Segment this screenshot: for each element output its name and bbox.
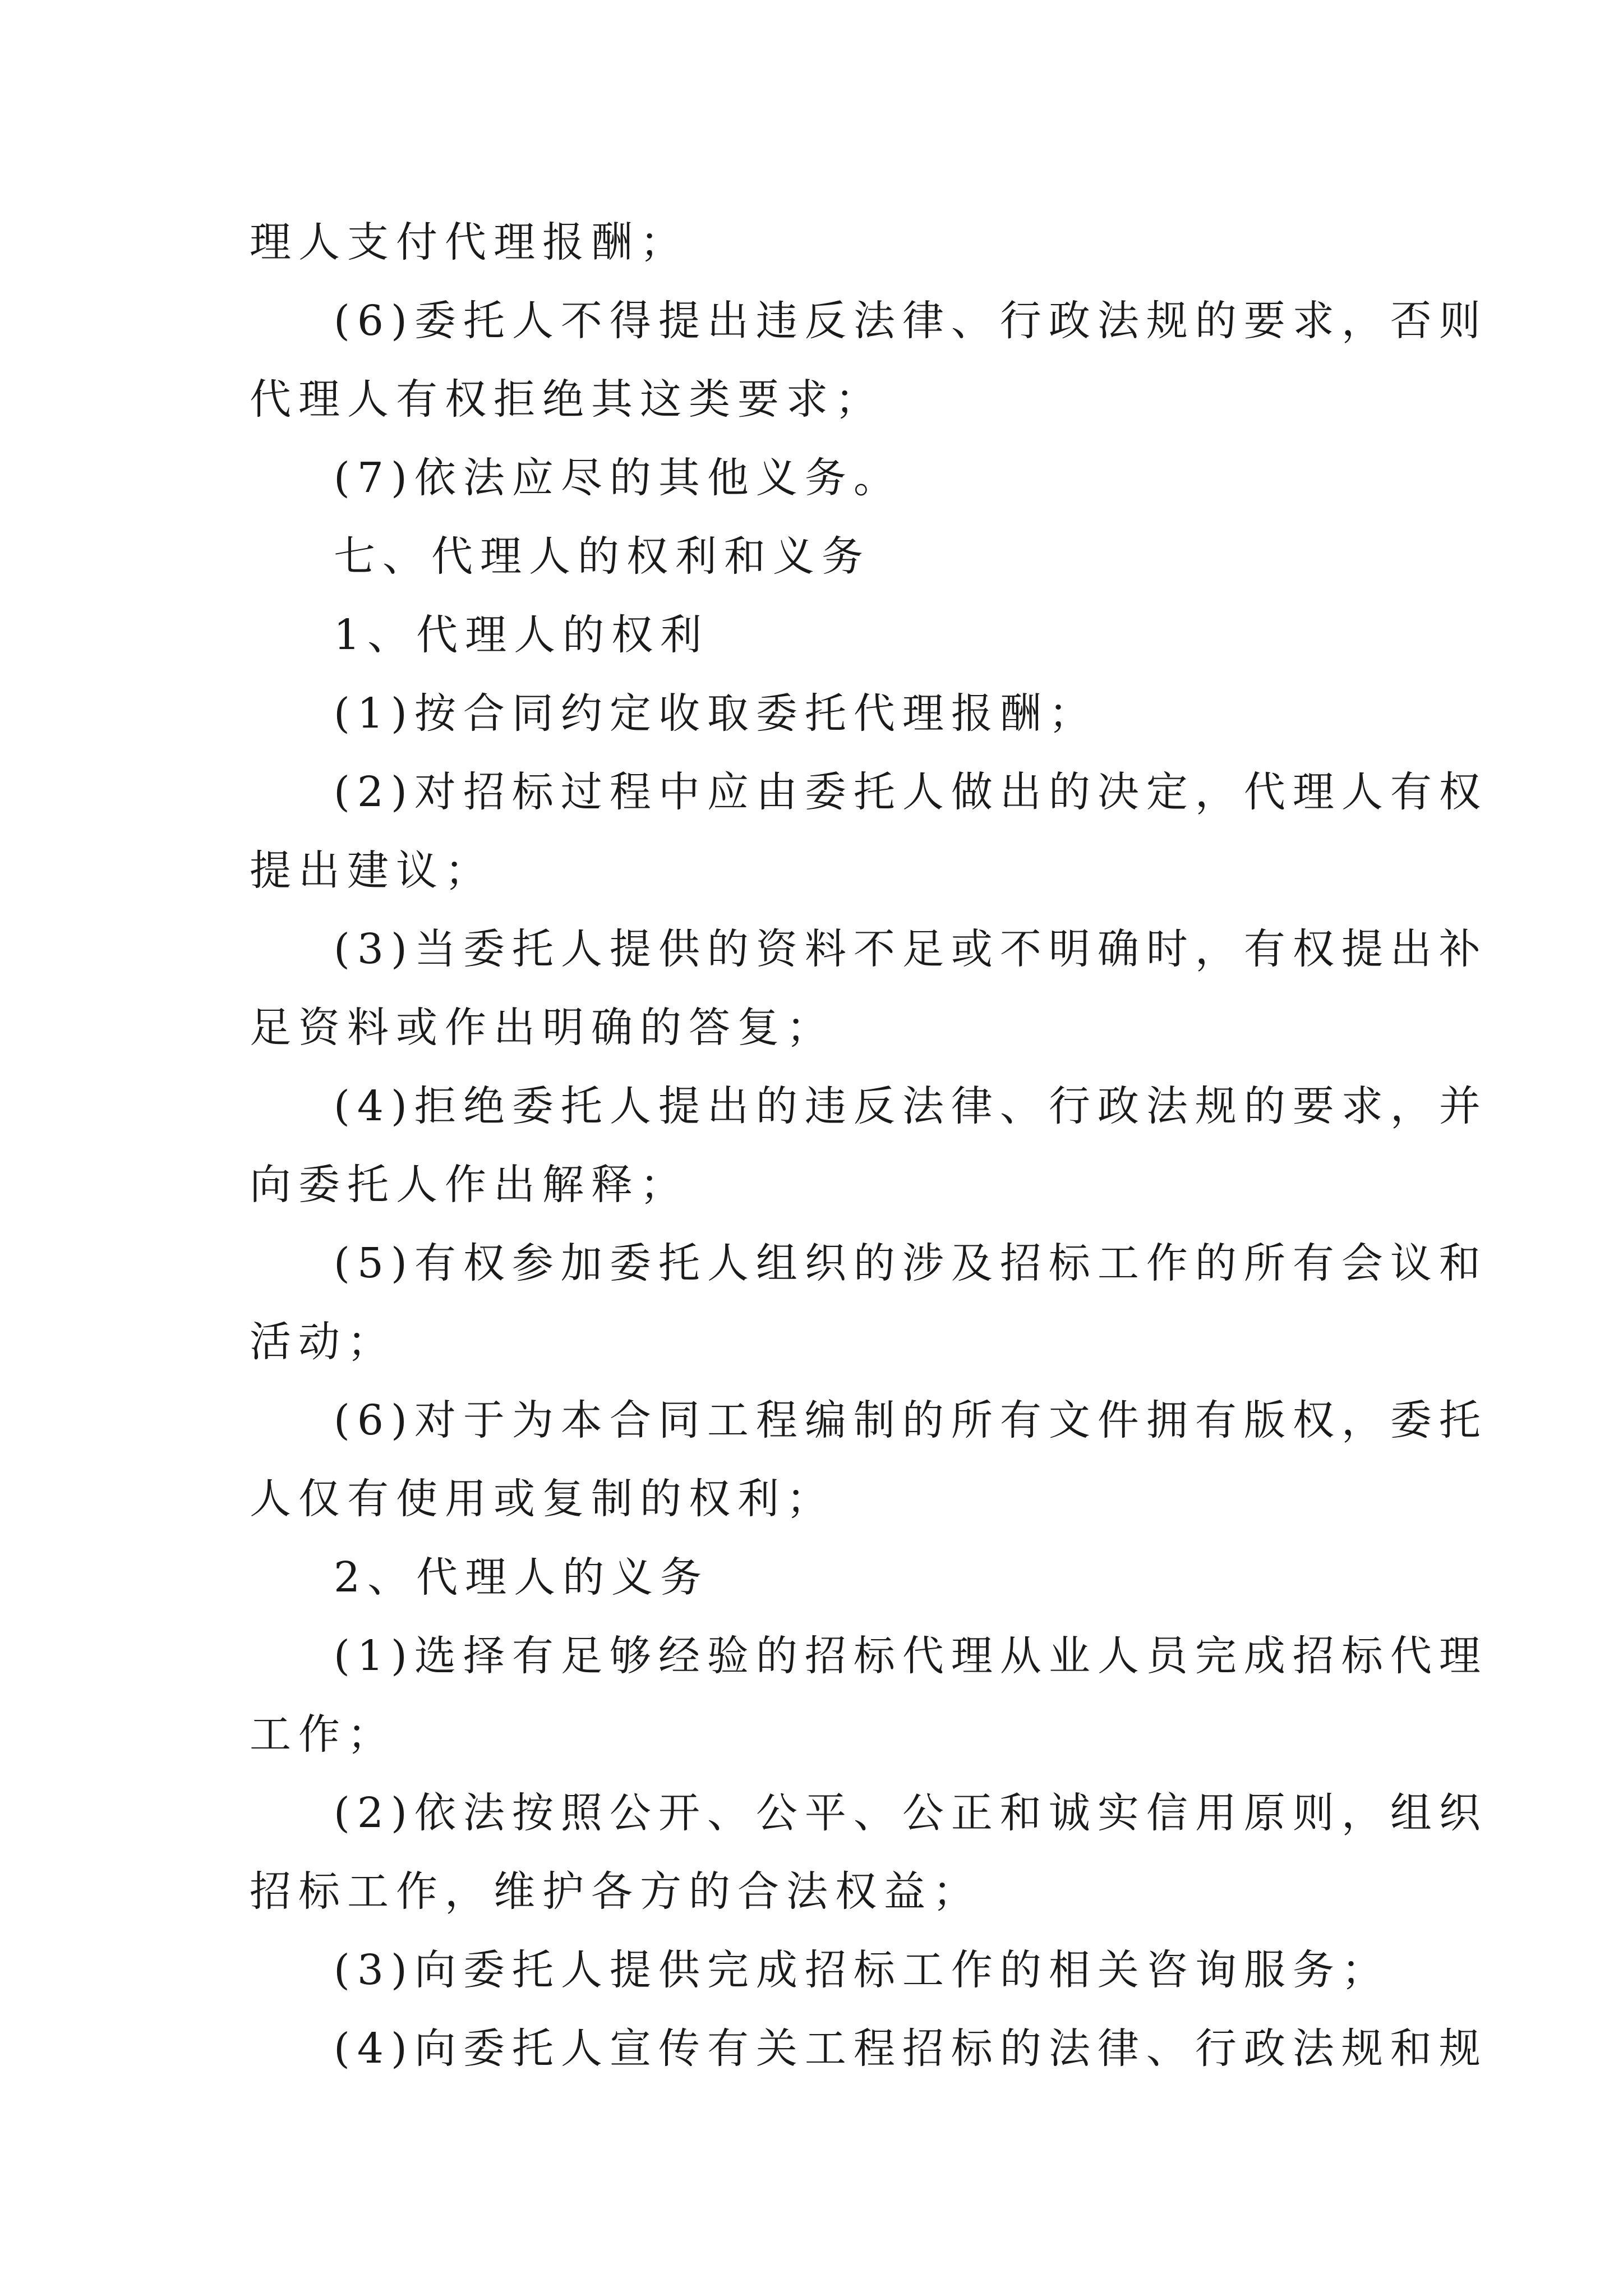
paragraph-line: 理人支付代理报酬；	[250, 218, 689, 266]
paragraph-line: (4)拒绝委托人提出的违反法律、行政法规的要求，并	[334, 1082, 1488, 1130]
subsection-heading: 1、代理人的权利	[334, 611, 709, 659]
paragraph-line: 工作；	[250, 1710, 396, 1759]
paragraph-line: 人仅有使用或复制的权利；	[250, 1475, 835, 1523]
paragraph-line: (5)有权参加委托人组织的涉及招标工作的所有会议和	[334, 1239, 1488, 1287]
paragraph-line: (6)对于为本合同工程编制的所有文件拥有版权，委托	[334, 1396, 1488, 1444]
section-heading: 七、代理人的权利和义务	[334, 532, 870, 581]
paragraph-line: (6)委托人不得提出违反法律、行政法规的要求，否则	[334, 297, 1488, 345]
paragraph-line: 招标工作，维护各方的合法权益；	[250, 1867, 981, 1916]
subsection-heading: 2、代理人的义务	[334, 1553, 709, 1602]
paragraph-line: 代理人有权拒绝其这类要求；	[250, 375, 884, 424]
paragraph-line: (1)选择有足够经验的招标代理从业人员完成招标代理	[334, 1632, 1488, 1680]
document-body	[250, 203, 1488, 2088]
paragraph-line: 向委托人作出解释；	[250, 1161, 689, 1209]
paragraph-line: 提出建议；	[250, 846, 494, 895]
paragraph-line: 足资料或作出明确的答复；	[250, 1004, 835, 1052]
paragraph-line: (3)当委托人提供的资料不足或不明确时，有权提出补	[334, 925, 1488, 973]
paragraph-line: 活动；	[250, 1318, 396, 1366]
paragraph-line: (1)按合同约定收取委托代理报酬；	[334, 689, 1098, 738]
paragraph-line: (4)向委托人宣传有关工程招标的法律、行政法规和规	[334, 2024, 1488, 2073]
paragraph-line: (2)依法按照公开、公平、公正和诚实信用原则，组织	[334, 1789, 1488, 1837]
paragraph-line: (2)对招标过程中应由委托人做出的决定，代理人有权	[334, 768, 1488, 816]
paragraph-line: (7)依法应尽的其他义务。	[334, 454, 902, 502]
paragraph-line: (3)向委托人提供完成招标工作的相关咨询服务；	[334, 1946, 1390, 1994]
